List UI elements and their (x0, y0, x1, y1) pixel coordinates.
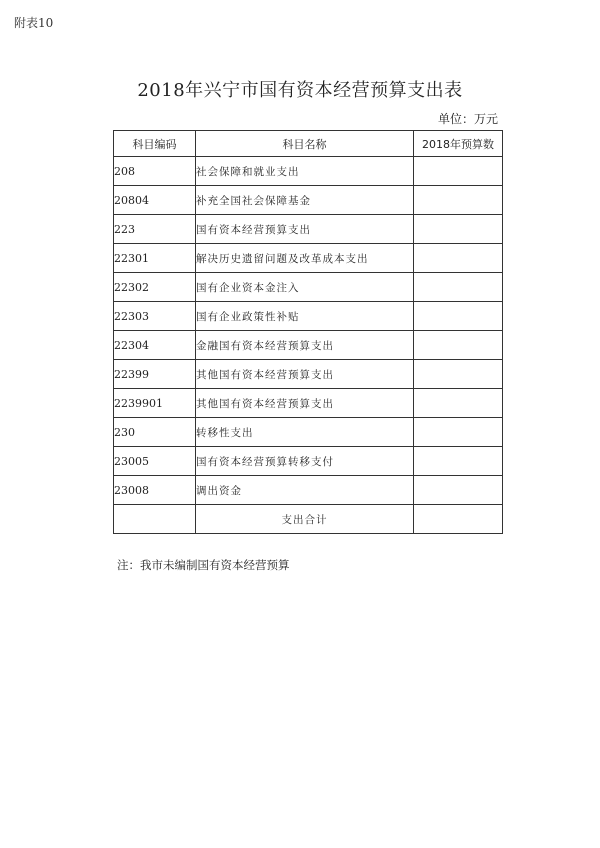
table-row (114, 331, 503, 360)
budget-amount-cell (414, 331, 503, 360)
budget-amount-cell (414, 244, 503, 273)
table-row (114, 389, 503, 418)
budget-amount-cell (414, 186, 503, 215)
budget-table (113, 130, 503, 534)
unit-label: 单位：万元 (437, 112, 498, 126)
total-label: 支出合计 (196, 505, 414, 534)
table-row (114, 273, 503, 302)
account-code-cell: 230 (114, 418, 196, 447)
table-row (114, 360, 503, 389)
total-amount (414, 505, 503, 534)
account-code-cell: 23005 (114, 447, 196, 476)
appendix-label: 附表10 (14, 16, 54, 30)
account-code-cell: 22302 (114, 273, 196, 302)
budget-amount-cell (414, 273, 503, 302)
account-name-cell: 解决历史遗留问题及改革成本支出 (196, 244, 414, 273)
table-row (114, 157, 503, 186)
page-title: 2018年兴宁市国有资本经营预算支出表 (137, 80, 463, 101)
budget-amount-cell (414, 389, 503, 418)
table-row (114, 302, 503, 331)
account-code-cell: 2239901 (114, 389, 196, 418)
account-name-cell: 社会保障和就业支出 (196, 157, 414, 186)
account-name-cell: 国有资本经营预算转移支付 (196, 447, 414, 476)
account-code-cell: 23008 (114, 476, 196, 505)
table-row (114, 215, 503, 244)
account-code-cell: 208 (114, 157, 196, 186)
account-name-cell: 调出资金 (196, 476, 414, 505)
account-name-cell: 国有资本经营预算支出 (196, 215, 414, 244)
account-name-cell: 其他国有资本经营预算支出 (196, 360, 414, 389)
table-row (114, 476, 503, 505)
account-name-cell: 其他国有资本经营预算支出 (196, 389, 414, 418)
budget-amount-cell (414, 418, 503, 447)
footnote: 注：我市未编制国有资本经营预算 (117, 558, 290, 572)
account-code-cell: 22399 (114, 360, 196, 389)
table-row (114, 418, 503, 447)
budget-amount-cell (414, 157, 503, 186)
table-row (114, 186, 503, 215)
table-header-row (114, 131, 503, 157)
account-code-cell: 22301 (114, 244, 196, 273)
budget-amount-cell (414, 215, 503, 244)
account-name-cell: 转移性支出 (196, 418, 414, 447)
budget-amount-cell (414, 447, 503, 476)
account-name-cell: 补充全国社会保障基金 (196, 186, 414, 215)
budget-amount-cell (414, 360, 503, 389)
budget-amount-cell (414, 476, 503, 505)
table-row (114, 244, 503, 273)
total-row (114, 505, 503, 534)
header-budget: 2018年预算数 (414, 131, 503, 157)
account-code-cell: 223 (114, 215, 196, 244)
account-name-cell: 国有企业政策性补贴 (196, 302, 414, 331)
header-code: 科目编码 (114, 131, 196, 157)
budget-amount-cell (414, 302, 503, 331)
account-code-cell: 20804 (114, 186, 196, 215)
header-name: 科目名称 (196, 131, 414, 157)
table-row (114, 447, 503, 476)
account-name-cell: 国有企业资本金注入 (196, 273, 414, 302)
account-code-cell: 22304 (114, 331, 196, 360)
total-code-cell (114, 505, 196, 534)
account-code-cell: 22303 (114, 302, 196, 331)
account-name-cell: 金融国有资本经营预算支出 (196, 331, 414, 360)
